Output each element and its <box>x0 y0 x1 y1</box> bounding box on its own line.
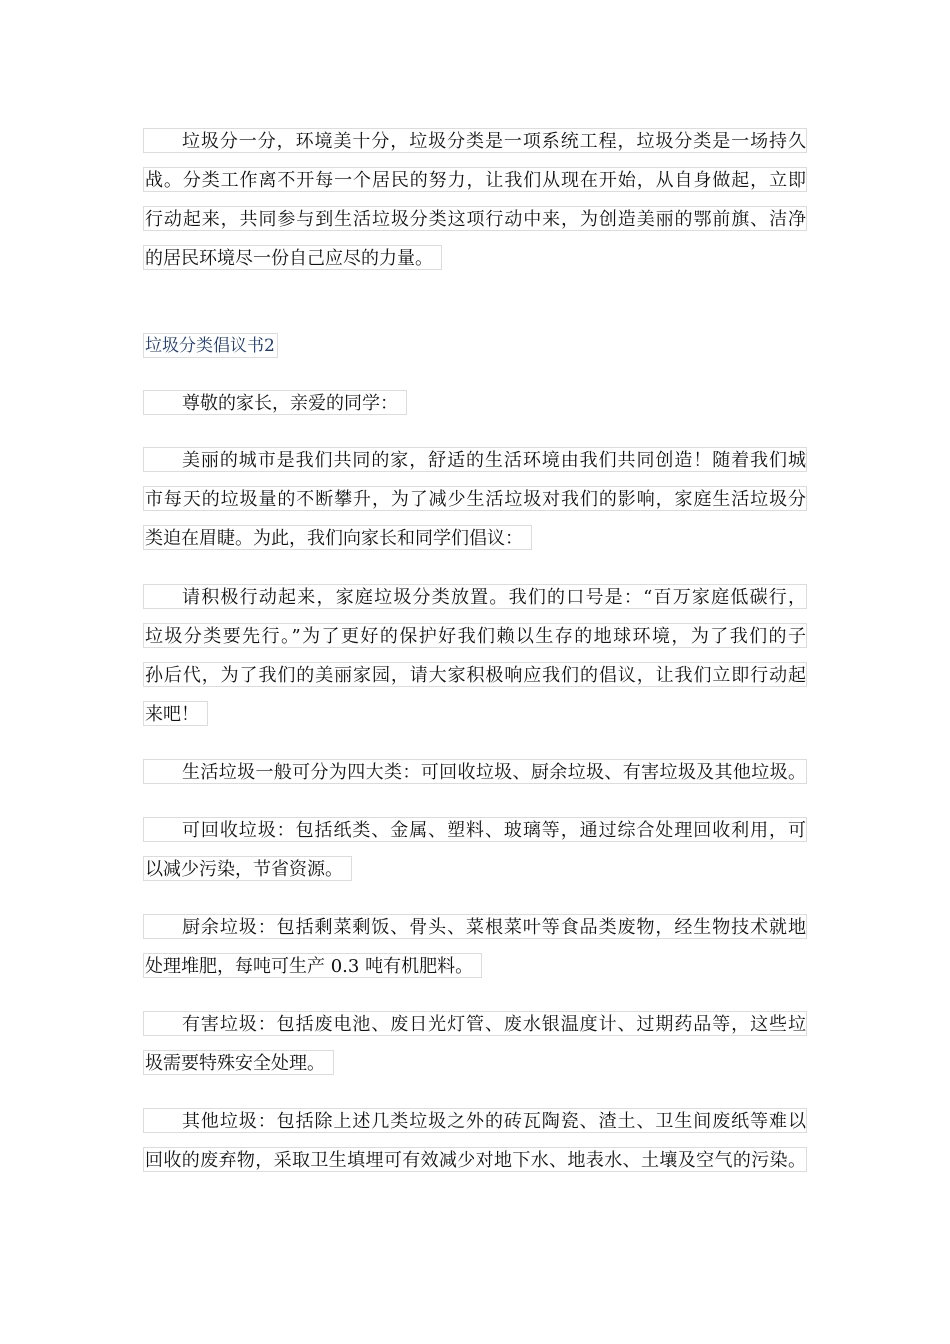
text-line: 处理堆肥，每吨可生产 0.3 吨有机肥料。 <box>143 953 482 978</box>
text-line: 请积极行动起来，家庭垃圾分类放置。我们的口号是：“百万家庭低碳行， <box>143 584 807 609</box>
text-line: 圾需要特殊安全处理。 <box>143 1050 334 1075</box>
text-line: 其他垃圾：包括除上述几类垃圾之外的砖瓦陶瓷、渣土、卫生间废纸等难以 <box>143 1108 807 1133</box>
greeting-paragraph <box>143 390 807 434</box>
text-line: 有害垃圾：包括废电池、废日光灯管、废水银温度计、过期药品等，这些垃 <box>143 1011 807 1036</box>
four-types-paragraph <box>143 759 807 798</box>
intro-paragraph <box>143 128 807 289</box>
text-line: 厨余垃圾：包括剩菜剩饭、骨头、菜根菜叶等食品类废物，经生物技术就地 <box>143 914 807 939</box>
text-line: 垃圾分一分，环境美十分，垃圾分类是一项系统工程，垃圾分类是一场持久 <box>143 128 807 153</box>
other-paragraph <box>143 1108 807 1186</box>
section-title: 垃圾分类倡议书2 <box>143 333 278 358</box>
greeting-line: 尊敬的家长，亲爱的同学： <box>143 390 407 415</box>
text-line: 垃圾分类要先行。”为了更好的保护好我们赖以生存的地球环境，为了我们的子 <box>143 623 807 648</box>
text-line: 孙后代，为了我们的美丽家园，请大家积极响应我们的倡议，让我们立即行动起 <box>143 662 807 687</box>
text-line: 回收的废弃物，采取卫生填埋可有效减少对地下水、地表水、土壤及空气的污染。 <box>143 1147 807 1172</box>
recyclable-paragraph <box>143 817 807 900</box>
text-line: 市每天的垃圾量的不断攀升，为了减少生活垃圾对我们的影响，家庭生活垃圾分 <box>143 486 807 511</box>
text-line: 生活垃圾一般可分为四大类：可回收垃圾、厨余垃圾、有害垃圾及其他垃圾。 <box>143 759 807 784</box>
text-line: 类迫在眉睫。为此，我们向家长和同学们倡议： <box>143 525 532 550</box>
action-paragraph <box>143 584 807 745</box>
city-paragraph <box>143 447 807 569</box>
text-line: 行动起来，共同参与到生活垃圾分类这项行动中来，为创造美丽的鄂前旗、洁净 <box>143 206 807 231</box>
kitchen-paragraph <box>143 914 807 997</box>
text-line: 以减少污染，节省资源。 <box>143 856 352 881</box>
text-line: 战。分类工作离不开每一个居民的努力，让我们从现在开始，从自身做起，立即 <box>143 167 807 192</box>
text-line: 可回收垃圾：包括纸类、金属、塑料、玻璃等，通过综合处理回收利用，可 <box>143 817 807 842</box>
text-line: 的居民环境尽一份自己应尽的力量。 <box>143 245 442 270</box>
text-line: 来吧！ <box>143 701 208 726</box>
hazardous-paragraph <box>143 1011 807 1094</box>
text-line: 美丽的城市是我们共同的家，舒适的生活环境由我们共同创造！随着我们城 <box>143 447 807 472</box>
